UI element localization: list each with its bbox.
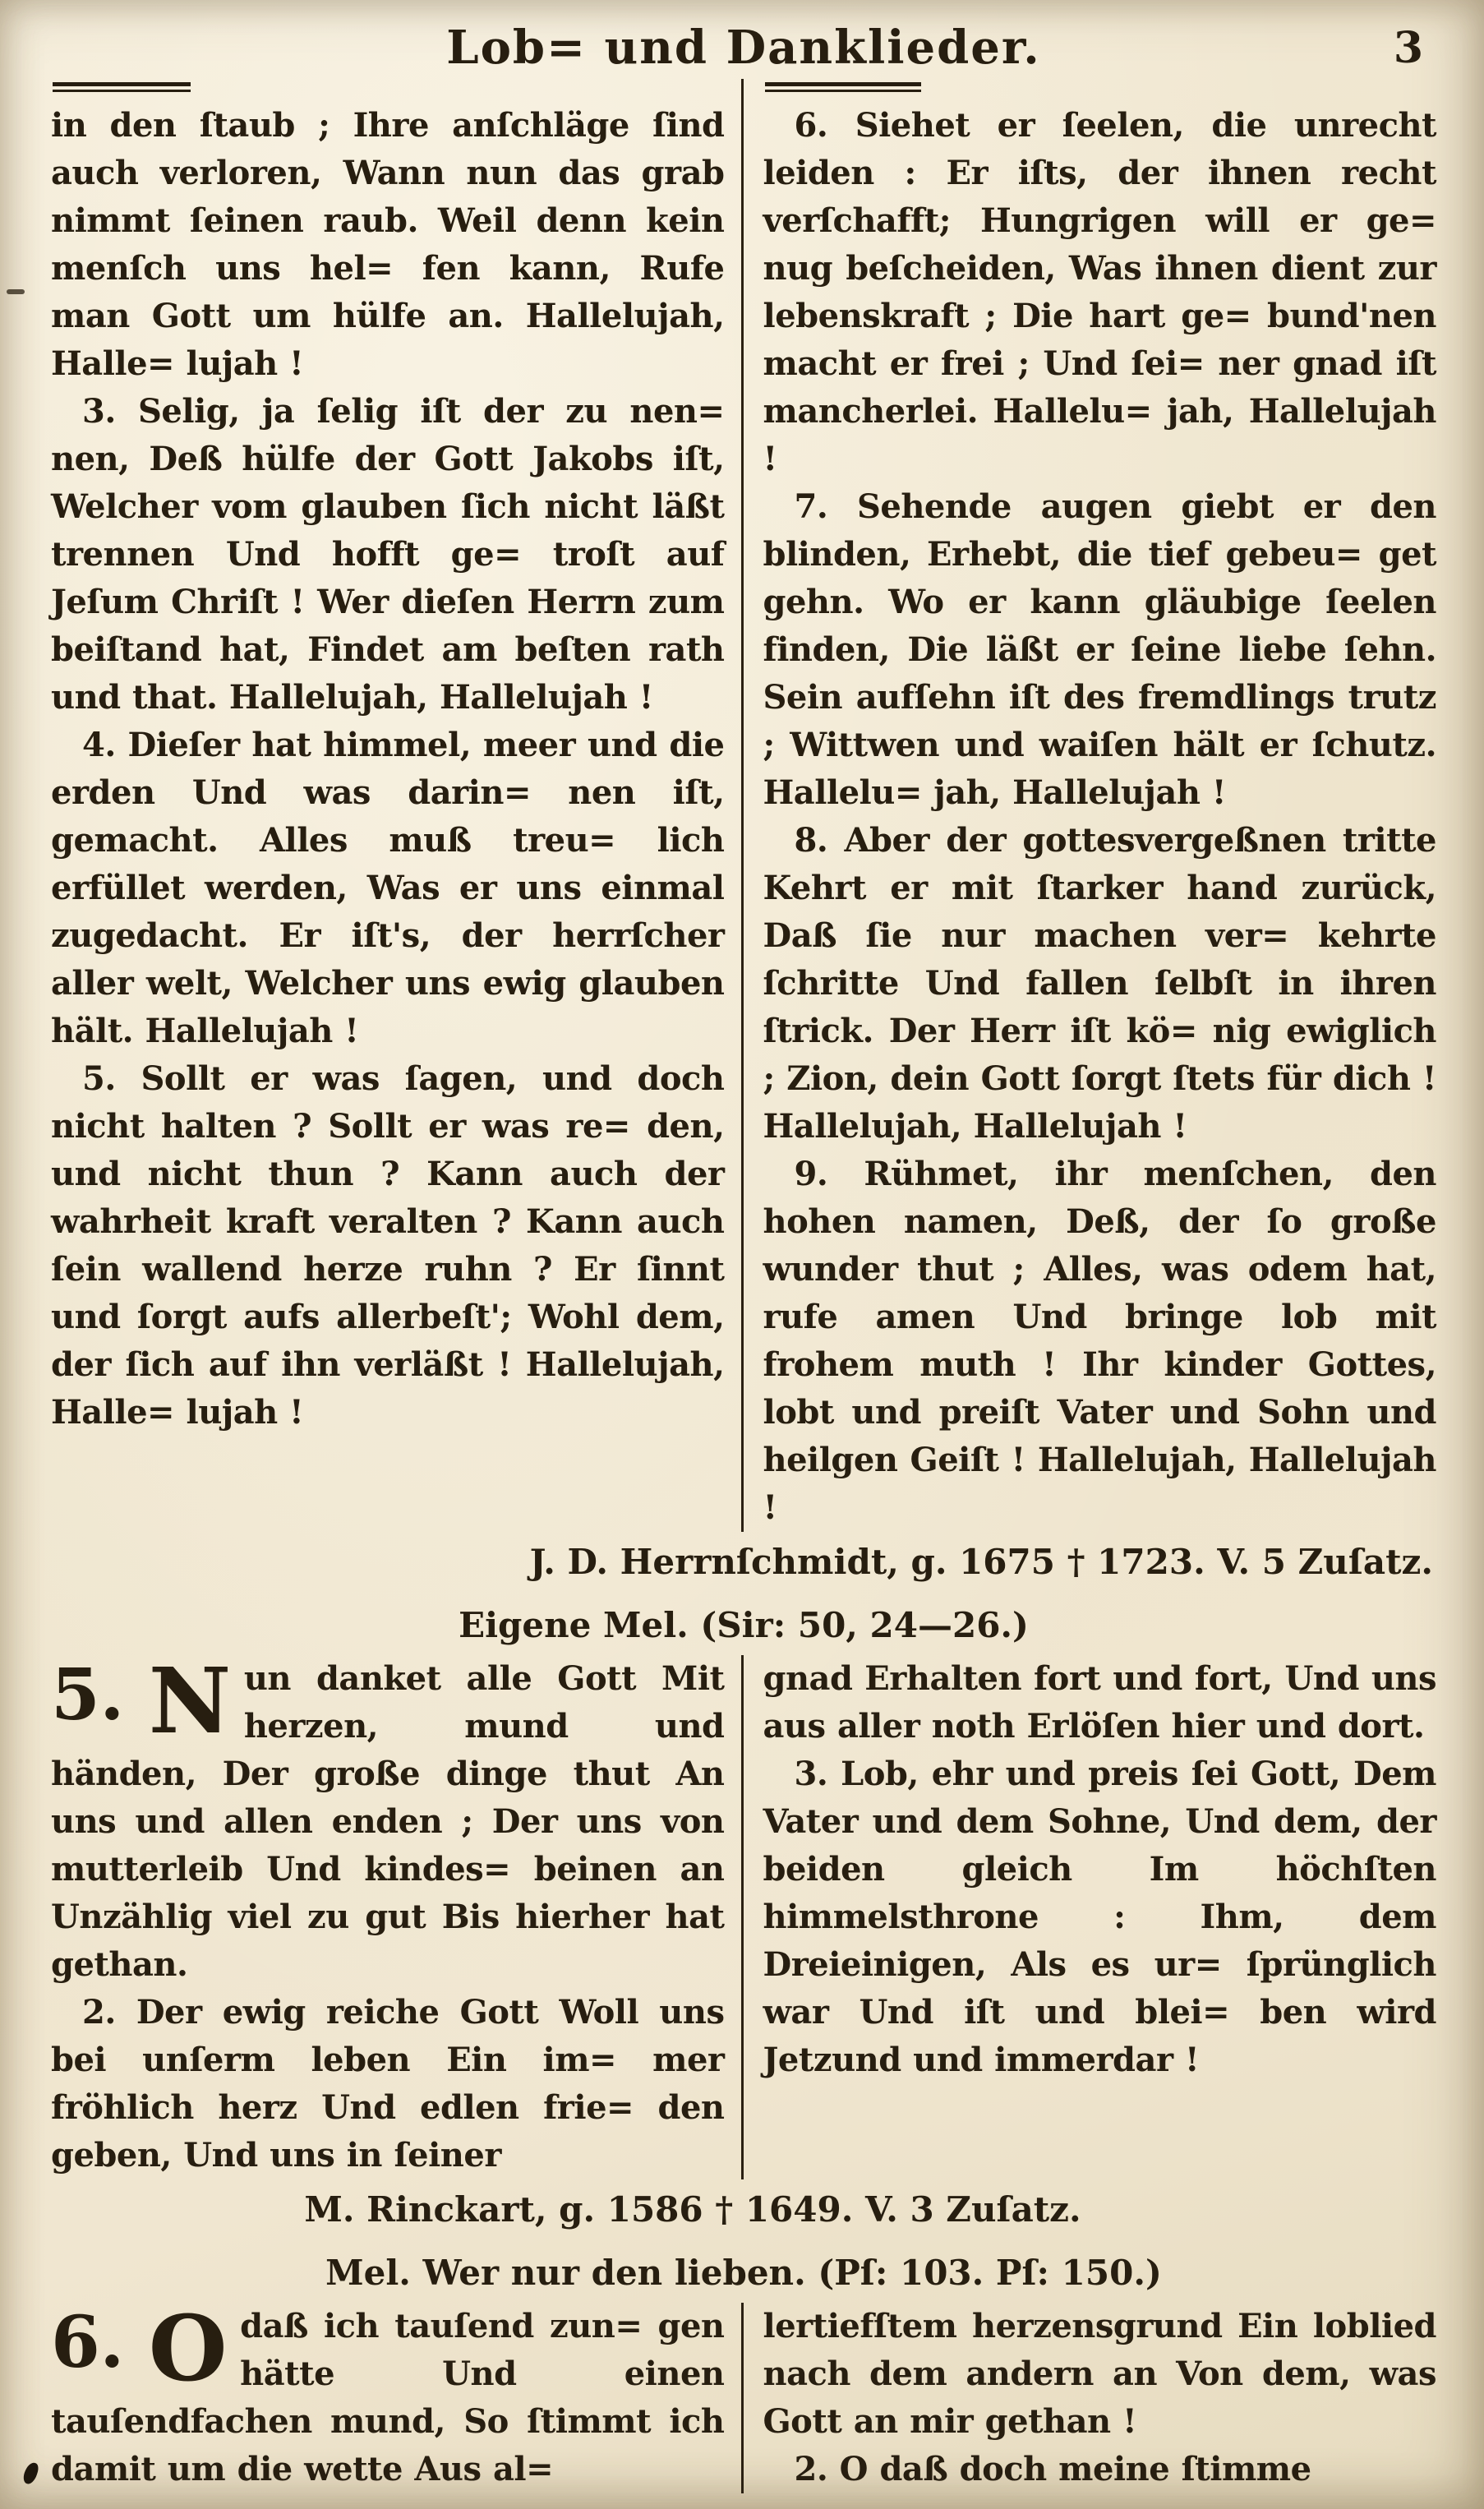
column-top-rule-right — [765, 82, 921, 92]
verse-paragraph: 3. Lob, ehr und preis ſei Gott, Dem Vater und dem Sohne, Und dem, der beiden gleich Im höchſten himmelsthrone : Ihm, dem Dreieinigen, Als es ur= ſprünglich war Und iſt und blei= ben wird Jetzund und immerdar ! — [763, 1754, 1436, 2079]
column-left — [51, 79, 741, 1532]
hymn-6-section — [51, 2253, 1436, 2493]
running-head — [51, 23, 1436, 74]
page-number: 3 — [1393, 23, 1425, 73]
drop-cap-initial: N — [148, 1647, 231, 1754]
melody-line: Eigene Mel. (Sir: 50, 24—26.) — [459, 1604, 1029, 1645]
verse-paragraph: 4. Dieſer hat himmel, meer und die erden Und was darin= nen iſt, gemacht. Alles muß treu= lich erfüllet werden, Was er uns einmal zugedacht. Er iſt's, der herrſcher aller welt, Welcher uns ewig glauben hält. Hallelujah ! — [51, 725, 725, 1050]
column-top-rule-left — [53, 82, 191, 92]
verse-paragraph: 5. Sollt er was ſagen, und doch nicht halten ? Sollt er was re= den, und nicht thun ? Kann auch der wahrheit kraft veralten ? Kann auch ſein wallend herze ruhn ? Er ſinnt und ſorgt aufs allerbeſt'; Wohl dem, der ſich auf ihn verläßt ! Hallelujah, Halle= lujah ! — [51, 1058, 725, 1432]
column-right — [744, 79, 1437, 1532]
author-attribution: M. Rinckart, g. 1586 † 1649. V. 3 Zuſatz. — [304, 2188, 1081, 2230]
column-left — [51, 1647, 741, 2179]
verse-paragraph: 2. Der ewig reiche Gott Woll uns bei unſerm leben Ein im= mer fröhlich herz Und edlen frie= den geben, Und uns in ſeiner — [51, 1992, 725, 2175]
verse-paragraph — [51, 2295, 725, 2493]
drop-cap-initial: O — [148, 2295, 228, 2401]
verse-paragraph: 6. Siehet er ſeelen, die unrecht leiden : Er iſts, der ihnen recht verſchafft; Hungrigen will er ge= nug beſcheiden, Was ihnen dient zur lebenskraft ; Die hart ge= bund'nen macht er frei ; Und ſei= ner gnad iſt mancherlei. Hallelu= jah, Hallelujah ! — [763, 105, 1436, 478]
verse-paragraph — [51, 1647, 725, 1989]
verse-paragraph: in den ſtaub ; Ihre anſchläge ſind auch verloren, Wann nun das grab nimmt ſeinen raub. Weil denn kein menſch uns hel= fen kann, Rufe man Gott um hülfe an. Hallelujah, Halle= lujah ! — [51, 105, 725, 383]
verse-paragraph: 9. Rühmet, ihr menſchen, den hohen namen, Deß, der ſo große wunder thut ; Alles, was odem hat, rufe amen Und bringe lob mit frohem muth ! Ihr kinder Gottes, lobt und preiſt Vater und Sohn und heilgen Geiſt ! Hallelujah, Hallelujah ! — [763, 1154, 1436, 1527]
margin-dash-mark — [7, 289, 25, 294]
column-right — [744, 1655, 1437, 2179]
hymn-number: 5. — [51, 1653, 124, 1736]
verse-text: daß ich tauſend zun= gen hätte Und einen tauſendfachen mund, So ſtimmt ich damit um die wette Aus al= — [51, 2306, 725, 2488]
hymn-6-columns — [51, 2295, 1436, 2493]
hymn-continuation-section — [51, 79, 1436, 1582]
hymn-5-section — [51, 1605, 1436, 2230]
column-left — [51, 2295, 741, 2493]
column-right — [744, 2303, 1437, 2493]
author-attribution: J. D. Herrnſchmidt, g. 1675 † 1723. V. 5 Zuſatz. — [529, 1541, 1433, 1582]
hymn-5-columns — [51, 1647, 1436, 2179]
melody-line: Mel. Wer nur den lieben. (Pſ: 103. Pſ: 150.) — [325, 2252, 1162, 2293]
verse-paragraph: 8. Aber der gottesvergeßnen tritte Kehrt er mit ſtarker hand zurück, Daß ſie nur machen ver= kehrte ſchritte Und fallen ſelbſt in ihren ſtrick. Der Herr iſt kö= nig ewiglich ; Zion, dein Gott ſorgt ſtets für dich ! Hallelujah, Hallelujah ! — [763, 820, 1436, 1146]
verse-paragraph: 7. Sehende augen giebt er den blinden, Erhebt, die tief gebeu= get gehn. Wo er kann gläubige ſeelen finden, Die läßt er ſeine liebe ſehn. Sein aufſehn iſt des fremdlings trutz ; Wittwen und waiſen hält er ſchutz. Hallelu= jah, Hallelujah ! — [763, 487, 1436, 812]
hymn-number: 6. — [51, 2300, 124, 2384]
verse-paragraph: 3. Selig, ja ſelig iſt der zu nen= nen, Deß hülfe der Gott Jakobs iſt, Welcher vom glauben ſich nicht läßt trennen Und hofft ge= troſt auf Jeſum Chriſt ! Wer dieſen Herrn zum beiſtand hat, Findet am beſten rath und that. Hallelujah, Hallelujah ! — [51, 391, 725, 717]
verse-paragraph: gnad Erhalten fort und fort, Und uns aus aller noth Erlöſen hier und dort. — [763, 1658, 1436, 1746]
ink-blot-mark — [21, 2461, 40, 2485]
page-title: Lob= und Danklieder. — [446, 21, 1041, 75]
verse-text: un danket alle Gott Mit herzen, mund und händen, Der große dinge thut An uns und allen enden ; Der uns von mutterleib Und kindes= beinen an Unzählig viel zu gut Bis hierher hat gethan. — [51, 1658, 725, 1984]
verse-paragraph: 2. O daß doch meine ſtimme — [794, 2449, 1311, 2488]
verse-paragraph: lertiefſtem herzensgrund Ein loblied nach dem andern an Von dem, was Gott an mir gethan ! — [763, 2306, 1436, 2441]
hymn-continuation-columns — [51, 79, 1436, 1532]
